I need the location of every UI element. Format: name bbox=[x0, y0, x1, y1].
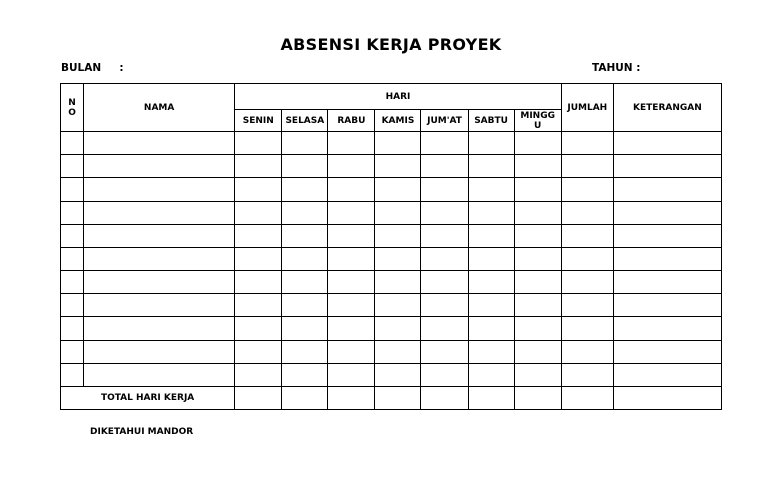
table-cell[interactable] bbox=[84, 340, 235, 363]
total-cell[interactable] bbox=[235, 387, 282, 410]
header-day-jumat: JUM'AT bbox=[421, 110, 468, 132]
table-cell[interactable] bbox=[375, 363, 421, 386]
table-cell[interactable] bbox=[561, 155, 613, 178]
table-cell[interactable] bbox=[61, 294, 84, 317]
table-cell[interactable] bbox=[328, 363, 375, 386]
table-cell[interactable] bbox=[375, 247, 421, 270]
table-cell[interactable] bbox=[375, 155, 421, 178]
table-cell[interactable] bbox=[468, 224, 514, 247]
table-cell[interactable] bbox=[328, 155, 375, 178]
header-hari: HARI bbox=[235, 84, 562, 110]
table-cell[interactable] bbox=[468, 132, 514, 155]
table-cell[interactable] bbox=[235, 294, 282, 317]
table-cell[interactable] bbox=[421, 294, 468, 317]
table-cell[interactable] bbox=[561, 294, 613, 317]
table-row bbox=[61, 247, 722, 270]
table-cell[interactable] bbox=[421, 317, 468, 340]
total-cell[interactable] bbox=[282, 387, 328, 410]
table-cell[interactable] bbox=[84, 155, 235, 178]
table-row bbox=[61, 363, 722, 386]
table-cell[interactable] bbox=[375, 317, 421, 340]
table-cell[interactable] bbox=[61, 201, 84, 224]
table-cell[interactable] bbox=[613, 271, 721, 294]
table-cell[interactable] bbox=[514, 340, 561, 363]
table-cell[interactable] bbox=[514, 201, 561, 224]
header-keterangan: KETERANGAN bbox=[613, 84, 721, 132]
header-day-selasa: SELASA bbox=[282, 110, 328, 132]
table-body bbox=[61, 132, 722, 387]
table-cell[interactable] bbox=[561, 178, 613, 201]
table-cell[interactable] bbox=[561, 317, 613, 340]
total-cell[interactable] bbox=[468, 387, 514, 410]
table-cell[interactable] bbox=[235, 363, 282, 386]
table-cell[interactable] bbox=[468, 271, 514, 294]
table-cell[interactable] bbox=[61, 155, 84, 178]
page-title: ABSENSI KERJA PROYEK bbox=[280, 35, 502, 54]
header-row bbox=[61, 84, 722, 110]
table-cell[interactable] bbox=[561, 201, 613, 224]
table-cell[interactable] bbox=[421, 155, 468, 178]
table-cell[interactable] bbox=[282, 155, 328, 178]
table-cell[interactable] bbox=[514, 132, 561, 155]
bulan-label: BULAN : bbox=[61, 62, 124, 74]
table-row bbox=[61, 178, 722, 201]
table-cell[interactable] bbox=[561, 224, 613, 247]
table-cell[interactable] bbox=[514, 363, 561, 386]
table-cell[interactable] bbox=[84, 363, 235, 386]
table-cell[interactable] bbox=[235, 271, 282, 294]
table-cell[interactable] bbox=[613, 247, 721, 270]
table-cell[interactable] bbox=[375, 294, 421, 317]
table-cell[interactable] bbox=[613, 224, 721, 247]
table-cell[interactable] bbox=[421, 201, 468, 224]
table-cell[interactable] bbox=[282, 317, 328, 340]
total-label: TOTAL HARI KERJA bbox=[61, 387, 235, 410]
table-cell[interactable] bbox=[514, 178, 561, 201]
table-cell[interactable] bbox=[61, 340, 84, 363]
table-cell[interactable] bbox=[282, 224, 328, 247]
table-cell[interactable] bbox=[84, 294, 235, 317]
table-cell[interactable] bbox=[282, 294, 328, 317]
table-cell[interactable] bbox=[421, 178, 468, 201]
table-cell[interactable] bbox=[561, 271, 613, 294]
table-cell[interactable] bbox=[613, 363, 721, 386]
header-day-rabu: RABU bbox=[328, 110, 375, 132]
table-cell[interactable] bbox=[375, 178, 421, 201]
table-cell[interactable] bbox=[375, 340, 421, 363]
table-cell[interactable] bbox=[328, 178, 375, 201]
table-cell[interactable] bbox=[84, 247, 235, 270]
total-cell[interactable] bbox=[514, 387, 561, 410]
attendance-table bbox=[60, 83, 722, 410]
table-cell[interactable] bbox=[613, 201, 721, 224]
table-cell[interactable] bbox=[61, 271, 84, 294]
table-cell[interactable] bbox=[282, 271, 328, 294]
table-cell[interactable] bbox=[514, 155, 561, 178]
table-cell[interactable] bbox=[561, 363, 613, 386]
table-cell[interactable] bbox=[514, 317, 561, 340]
table-cell[interactable] bbox=[235, 201, 282, 224]
table-cell[interactable] bbox=[514, 247, 561, 270]
table-cell[interactable] bbox=[235, 155, 282, 178]
table-cell[interactable] bbox=[84, 132, 235, 155]
table-cell[interactable] bbox=[561, 247, 613, 270]
table-row bbox=[61, 340, 722, 363]
table-cell[interactable] bbox=[61, 132, 84, 155]
table-cell[interactable] bbox=[468, 178, 514, 201]
table-cell[interactable] bbox=[613, 294, 721, 317]
table-cell[interactable] bbox=[375, 132, 421, 155]
table-cell[interactable] bbox=[235, 224, 282, 247]
table-cell[interactable] bbox=[421, 340, 468, 363]
table-row bbox=[61, 155, 722, 178]
table-cell[interactable] bbox=[375, 224, 421, 247]
table-cell[interactable] bbox=[468, 363, 514, 386]
table-cell[interactable] bbox=[375, 201, 421, 224]
table-cell[interactable] bbox=[468, 294, 514, 317]
total-cell[interactable] bbox=[421, 387, 468, 410]
table-cell[interactable] bbox=[328, 294, 375, 317]
table-cell[interactable] bbox=[514, 294, 561, 317]
table-row bbox=[61, 132, 722, 155]
table-cell[interactable] bbox=[421, 224, 468, 247]
table-cell[interactable] bbox=[235, 317, 282, 340]
header-day-kamis: KAMIS bbox=[375, 110, 421, 132]
table-cell[interactable] bbox=[328, 340, 375, 363]
table-cell[interactable] bbox=[613, 178, 721, 201]
total-cell[interactable] bbox=[375, 387, 421, 410]
header-day-sabtu: SABTU bbox=[468, 110, 514, 132]
table-cell[interactable] bbox=[61, 247, 84, 270]
table-cell[interactable] bbox=[328, 224, 375, 247]
table-cell[interactable] bbox=[468, 247, 514, 270]
table-cell[interactable] bbox=[468, 317, 514, 340]
header-day-minggu: MINGGU bbox=[514, 110, 561, 132]
table-cell[interactable] bbox=[328, 201, 375, 224]
tahun-label: TAHUN : bbox=[592, 62, 641, 74]
table-cell[interactable] bbox=[282, 340, 328, 363]
mandor-signature-label: DIKETAHUI MANDOR bbox=[90, 427, 194, 437]
table-cell[interactable] bbox=[84, 317, 235, 340]
table-cell[interactable] bbox=[468, 155, 514, 178]
table-row bbox=[61, 271, 722, 294]
table-cell[interactable] bbox=[514, 224, 561, 247]
total-cell[interactable] bbox=[561, 387, 613, 410]
table-cell[interactable] bbox=[235, 132, 282, 155]
table-cell[interactable] bbox=[421, 247, 468, 270]
table-cell[interactable] bbox=[61, 363, 84, 386]
table-cell[interactable] bbox=[613, 132, 721, 155]
table-cell[interactable] bbox=[282, 132, 328, 155]
table-cell[interactable] bbox=[613, 340, 721, 363]
header-nama: NAMA bbox=[84, 84, 235, 132]
header-day-senin: SENIN bbox=[235, 110, 282, 132]
table-cell[interactable] bbox=[282, 247, 328, 270]
table-cell[interactable] bbox=[468, 340, 514, 363]
table-cell[interactable] bbox=[282, 178, 328, 201]
table-cell[interactable] bbox=[61, 178, 84, 201]
table-cell[interactable] bbox=[84, 271, 235, 294]
table-cell[interactable] bbox=[61, 224, 84, 247]
table-cell[interactable] bbox=[561, 132, 613, 155]
table-cell[interactable] bbox=[468, 201, 514, 224]
table-cell[interactable] bbox=[84, 178, 235, 201]
total-cell[interactable] bbox=[613, 387, 721, 410]
table-cell[interactable] bbox=[235, 178, 282, 201]
table-cell[interactable] bbox=[282, 201, 328, 224]
table-cell[interactable] bbox=[61, 317, 84, 340]
table-row bbox=[61, 201, 722, 224]
table-cell[interactable] bbox=[235, 247, 282, 270]
table-cell[interactable] bbox=[613, 155, 721, 178]
table-cell[interactable] bbox=[282, 363, 328, 386]
table-cell[interactable] bbox=[84, 201, 235, 224]
table-row bbox=[61, 317, 722, 340]
table-cell[interactable] bbox=[421, 132, 468, 155]
table-cell[interactable] bbox=[613, 317, 721, 340]
table-row bbox=[61, 294, 722, 317]
table-cell[interactable] bbox=[328, 247, 375, 270]
table-cell[interactable] bbox=[514, 271, 561, 294]
table-cell[interactable] bbox=[375, 271, 421, 294]
header-jumlah: JUMLAH bbox=[561, 84, 613, 132]
table-cell[interactable] bbox=[84, 224, 235, 247]
table-cell[interactable] bbox=[421, 271, 468, 294]
table-cell[interactable] bbox=[421, 363, 468, 386]
table-cell[interactable] bbox=[561, 340, 613, 363]
total-row bbox=[61, 387, 722, 410]
table-cell[interactable] bbox=[328, 317, 375, 340]
table-cell[interactable] bbox=[328, 132, 375, 155]
table-cell[interactable] bbox=[328, 271, 375, 294]
table-cell[interactable] bbox=[235, 340, 282, 363]
table-row bbox=[61, 224, 722, 247]
header-no: NO bbox=[61, 84, 84, 132]
total-cell[interactable] bbox=[328, 387, 375, 410]
